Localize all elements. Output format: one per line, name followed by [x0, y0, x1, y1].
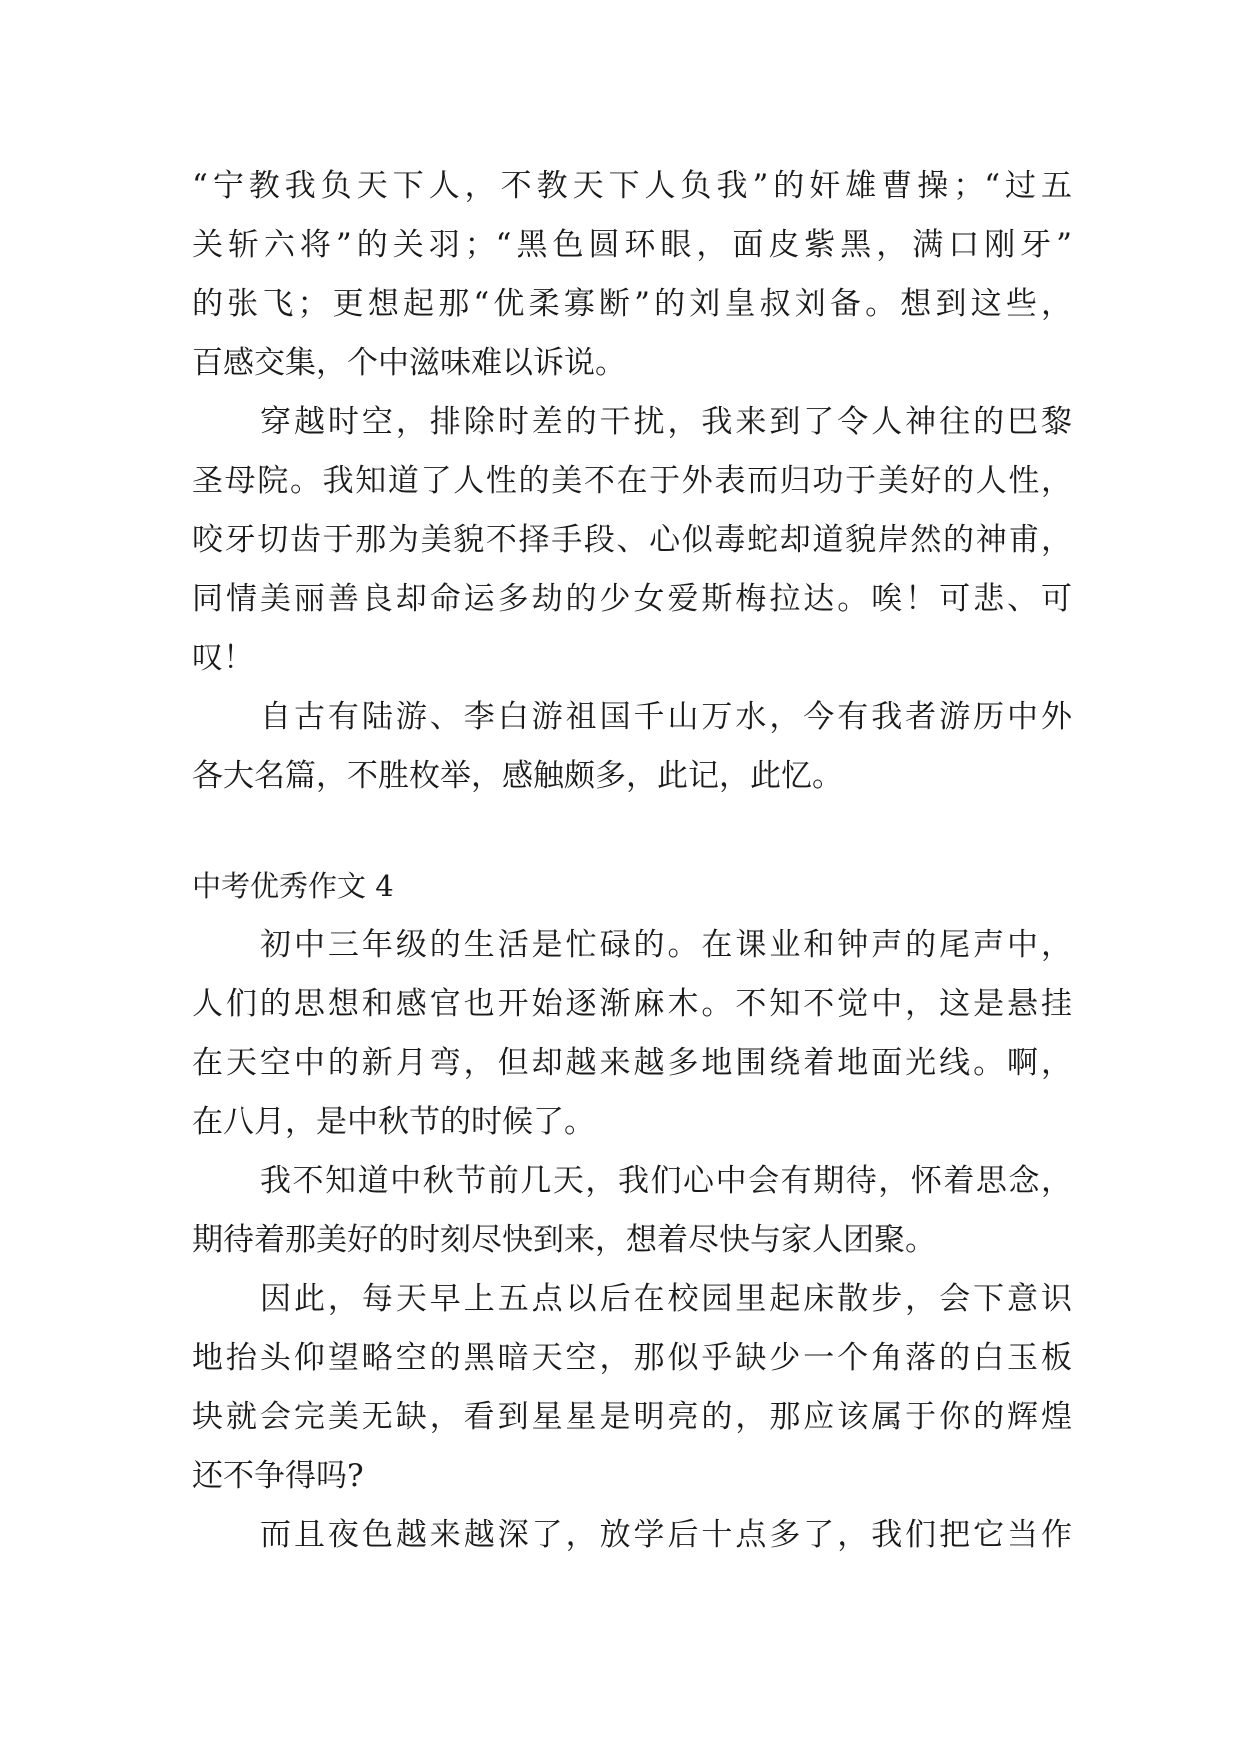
paragraph-line: 在天空中的新月弯，但却越来越多地围绕着地面光线。啊，: [192, 1045, 1072, 1081]
paragraph-first-line: 因此，每天早上五点以后在校园里起床散步，会下意识: [260, 1281, 1072, 1317]
paragraph-line: 叹！: [192, 640, 254, 676]
section-heading: 中考优秀作文 4: [192, 869, 394, 903]
paragraph-line: 关斩六将”的关羽；“黑色圆环眼，面皮紫黑，满口刚牙”: [192, 227, 1072, 263]
paragraph-line: 各大名篇，不胜枚举，感触颇多，此记，此忆。: [192, 758, 843, 794]
paragraph-line: 地抬头仰望略空的黑暗天空，那似乎缺少一个角落的白玉板: [192, 1340, 1072, 1376]
paragraph-line: 块就会完美无缺，看到星星是明亮的，那应该属于你的辉煌: [192, 1399, 1072, 1435]
paragraph-line: 同情美丽善良却命运多劫的少女爱斯梅拉达。唉！可悲、可: [192, 581, 1072, 617]
paragraph-first-line: 穿越时空，排除时差的干扰，我来到了令人神往的巴黎: [260, 404, 1072, 440]
paragraph-line: 圣母院。我知道了人性的美不在于外表而归功于美好的人性，: [192, 463, 1072, 499]
paragraph-first-line: 而且夜色越来越深了，放学后十点多了，我们把它当作: [260, 1517, 1072, 1553]
paragraph-line: 人们的思想和感官也开始逐渐麻木。不知不觉中，这是悬挂: [192, 986, 1072, 1022]
paragraph-line: 期待着那美好的时刻尽快到来，想着尽快与家人团聚。: [192, 1222, 936, 1258]
paragraph-line: 在八月，是中秋节的时候了。: [192, 1104, 595, 1140]
paragraph-first-line: 我不知道中秋节前几天，我们心中会有期待，怀着思念，: [260, 1163, 1072, 1199]
paragraph-first-line: 初中三年级的生活是忙碌的。在课业和钟声的尾声中，: [260, 927, 1072, 963]
paragraph-line: 咬牙切齿于那为美貌不择手段、心似毒蛇却道貌岸然的神甫，: [192, 522, 1072, 558]
paragraph-line: 还不争得吗?: [192, 1458, 364, 1494]
paragraph-line: 的张飞；更想起那“优柔寡断”的刘皇叔刘备。想到这些，: [192, 286, 1072, 322]
paragraph-line: 百感交集，个中滋味难以诉说。: [192, 345, 626, 381]
paragraph-line: “宁教我负天下人，不教天下人负我”的奸雄曹操；“过五: [192, 168, 1072, 204]
paragraph-first-line: 自古有陆游、李白游祖国千山万水，今有我者游历中外: [260, 699, 1072, 735]
